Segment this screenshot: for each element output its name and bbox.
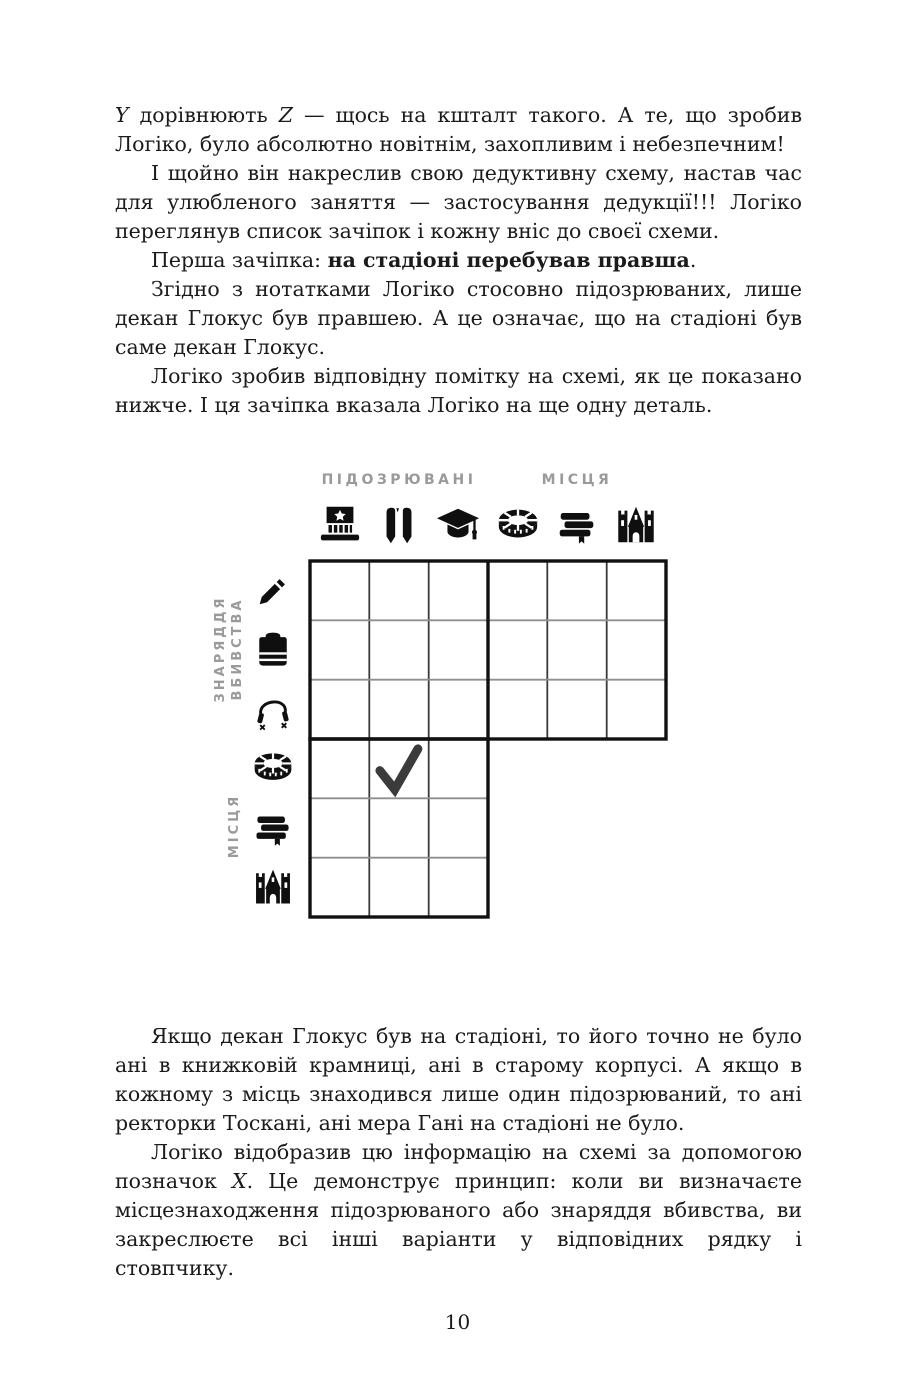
paragraph: Перша зачіпка: на стадіоні перебував правша. (151, 248, 697, 272)
paragraph: І щойно він накреслив свою дедуктивну схему, настав час для улюбленого заняття — застосування дедукції!!! Логіко переглянув список зачіпок і кожну вніс до своєї схеми. (115, 161, 802, 243)
grid-cell-r5c2 (429, 858, 488, 917)
grid-cell-r1c0 (310, 620, 369, 679)
math-variable: Y (115, 103, 129, 127)
paragraph: Y дорівнюють Z — щось на кшталт такого. А те, що зробив Логіко, було абсолютно новітнім, захопливим і небезпечним! (115, 103, 803, 156)
grid-cell-r2c0 (310, 680, 369, 739)
grid-cell-r4c1 (369, 798, 428, 857)
books-icon (554, 502, 600, 548)
grid-cell-r4c0 (310, 798, 369, 857)
top-text-block (115, 101, 802, 420)
paragraph: Логіко відобразив цю інформацію на схемі за допомогою позначок X. Це демонструє принцип: коли ви визначаєте місцезнаходження підозрюваного або знаряддя вбивства, ви закреслюєте всі інші варіанти у відповідних рядку і стовпчику. (115, 1140, 802, 1280)
clue-text: на стадіоні перебував правша (327, 248, 690, 272)
column-group-label-places: МІСЦЯ (541, 472, 613, 488)
math-variable: Z (278, 103, 293, 127)
mayor-hat-icon (317, 502, 363, 548)
grid-cell-r0c3 (488, 561, 547, 620)
grid-cell-r1c1 (369, 620, 428, 679)
math-variable: X (231, 1169, 247, 1193)
grid-cell-r5c1 (369, 858, 428, 917)
grid-cell-r1c3 (488, 620, 547, 679)
grid-cell-r2c3 (488, 680, 547, 739)
grid-cell-r3c2 (429, 739, 488, 798)
jump-rope-icon (251, 687, 295, 731)
scarf-icon (376, 502, 422, 548)
grid-cell-r0c4 (547, 561, 606, 620)
check-mark (369, 739, 428, 798)
paragraph: Згідно з нотатками Логіко стосовно підозрюваних, лише декан Глокус був правшею. А це означає, що на стадіоні був саме декан Глокус. (115, 277, 802, 359)
grid-cell-r0c1 (369, 561, 428, 620)
grid-cell-r2c2 (429, 680, 488, 739)
grid-cell-r0c2 (429, 561, 488, 620)
paragraph: Логіко зробив відповідну помітку на схемі, як це показано нижче. І ця зачіпка вказала Логіко на ще одну деталь. (115, 364, 802, 417)
column-group-label-suspects: ПІДОЗРЮВАНІ (321, 472, 477, 488)
grad-cap-icon (435, 502, 481, 548)
grid-cell-r0c0 (310, 561, 369, 620)
grid-cell-r2c4 (547, 680, 606, 739)
backpack-icon (251, 628, 295, 672)
paragraph: Якщо декан Глокус був на стадіоні, то його точно не було ані в книжковій крамниці, ані в старому корпусі. А якщо в кожному з місць знаходився лише один підозрюваний, то ані ректорки Тоскані, ані мера Гані на стадіоні не було. (115, 1024, 802, 1135)
stadium-icon (495, 502, 541, 548)
row-group-label-places: МІСЦЯ (226, 793, 242, 859)
grid-cell-r4c2 (429, 798, 488, 857)
grid-cell-r0c5 (607, 561, 666, 620)
stadium-icon (251, 746, 295, 790)
grid-cell-r5c0 (310, 858, 369, 917)
pencil-icon (251, 569, 295, 613)
grid-cell-r3c0 (310, 739, 369, 798)
old-building-icon (613, 502, 659, 548)
books-icon (251, 806, 295, 850)
grid-cell-r1c2 (429, 620, 488, 679)
old-building-icon (251, 865, 295, 909)
bottom-text-block (115, 1022, 802, 1283)
row-group-label-murder-weapons: ЗНАРЯДДЯ ВБИВСТВА (213, 595, 245, 703)
grid-cell-r1c4 (547, 620, 606, 679)
page-number: 10 (444, 1310, 471, 1334)
grid-cell-r1c5 (607, 620, 666, 679)
grid-cell-r3c1 (369, 739, 428, 798)
grid-cell-r2c1 (369, 680, 428, 739)
grid-cell-r2c5 (607, 680, 666, 739)
